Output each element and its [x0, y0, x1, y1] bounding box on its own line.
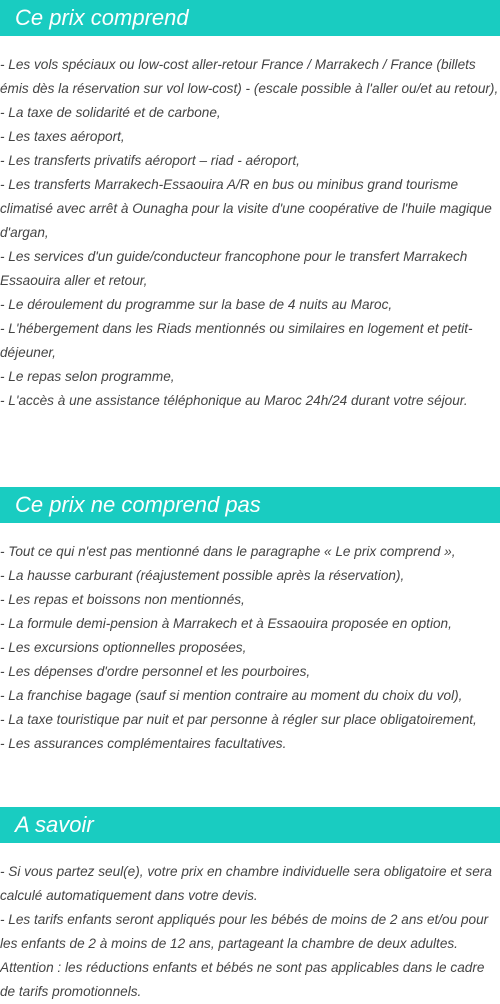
excluded-section [0, 487, 500, 756]
list-item: - Si vous partez seul(e), votre prix en chambre individuelle sera obligatoire et sera calculé automatiquement dans votre devis. [0, 864, 492, 903]
list-item: - Les services d'un guide/conducteur francophone pour le transfert Marrakech Essaouira aller et retour, [0, 249, 468, 288]
list-item: - La taxe de solidarité et de carbone, [0, 105, 221, 120]
list-item: - La taxe touristique par nuit et par personne à régler sur place obligatoirement, [0, 712, 477, 727]
excluded-list [0, 540, 500, 756]
included-title: Ce prix comprend [0, 0, 500, 36]
list-item: - Les assurances complémentaires facultatives. [0, 736, 287, 751]
list-item: - Tout ce qui n'est pas mentionné dans le paragraphe « Le prix comprend », [0, 544, 456, 559]
list-item: - Les tarifs enfants seront appliqués pour les bébés de moins de 2 ans et/ou pour les enfants de 2 à moins de 12 ans, partageant la chambre de deux adultes. [0, 912, 489, 951]
list-item: - La franchise bagage (sauf si mention contraire au moment du choix du vol), [0, 688, 463, 703]
list-item: - Les taxes aéroport, [0, 129, 125, 144]
list-item: - Le déroulement du programme sur la base de 4 nuits au Maroc, [0, 297, 393, 312]
list-item: - Le repas selon programme, [0, 369, 175, 384]
list-item: - Les transferts Marrakech-Essaouira A/R en bus ou minibus grand tourisme climatisé avec arrêt à Ounagha pour la visite d'une coopérative de l'huile magique d'argan, [0, 177, 492, 240]
included-list [0, 53, 500, 413]
to-know-list [0, 860, 500, 1004]
list-item: - La formule demi-pension à Marrakech et à Essaouira proposée en option, [0, 616, 452, 631]
list-item: - L'accès à une assistance téléphonique au Maroc 24h/24 durant votre séjour. [0, 393, 468, 408]
to-know-title: A savoir [0, 807, 500, 843]
list-item: - La hausse carburant (réajustement possible après la réservation), [0, 568, 405, 583]
list-item: - Les excursions optionnelles proposées, [0, 640, 247, 655]
list-item: - Les dépenses d'ordre personnel et les pourboires, [0, 664, 311, 679]
excluded-title: Ce prix ne comprend pas [0, 487, 500, 523]
list-item: - Les vols spéciaux ou low-cost aller-retour France / Marrakech / France (billets émis dès la réservation sur vol low-cost) - (escale possible à l'aller ou/et au retour), [0, 57, 499, 96]
list-item: - Les repas et boissons non mentionnés, [0, 592, 245, 607]
list-item: - L'hébergement dans les Riads mentionnés ou similaires en logement et petit-déjeuner, [0, 321, 473, 360]
list-item: - Les transferts privatifs aéroport – riad - aéroport, [0, 153, 300, 168]
included-section [0, 0, 500, 413]
list-item: Attention : les réductions enfants et bébés ne sont pas applicables dans le cadre de tarifs promotionnels. [0, 960, 485, 999]
to-know-section [0, 807, 500, 1004]
